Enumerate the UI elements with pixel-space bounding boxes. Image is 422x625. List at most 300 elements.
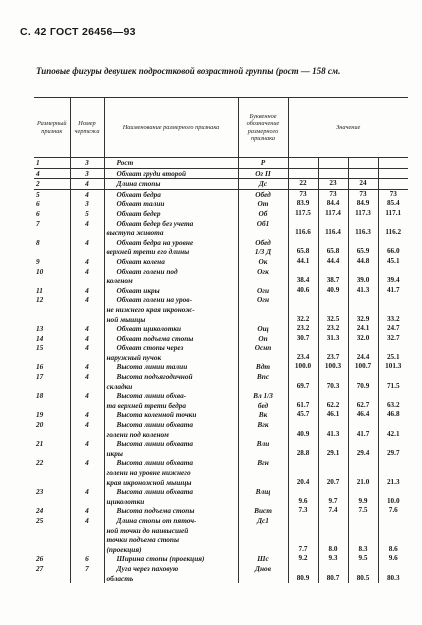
- drawing-number: 4: [70, 439, 104, 449]
- drawing-number: [70, 478, 104, 488]
- feature-name: верхней трети его длины: [104, 247, 238, 257]
- value-cell: [288, 158, 318, 169]
- feature-code: [238, 276, 288, 286]
- value-cell: [348, 487, 378, 497]
- drawing-number: 7: [70, 564, 104, 574]
- feature-name: Высота подъягодичной: [104, 372, 238, 382]
- table-row: [34, 468, 408, 478]
- feature-name: Обхват груди второй: [104, 168, 238, 179]
- value-cell: 30.7: [288, 334, 318, 344]
- value-cell: [288, 305, 318, 315]
- drawing-number: 4: [70, 372, 104, 382]
- feature-code: Вгк: [238, 420, 288, 430]
- value-cell: 41.7: [386, 285, 400, 294]
- feature-code: [238, 449, 288, 459]
- feature-number: [34, 228, 70, 238]
- feature-number: 26: [34, 554, 70, 564]
- value-cell: 39.4: [386, 276, 400, 285]
- value-cell: 116.6: [288, 228, 318, 238]
- feature-number: 9: [34, 257, 70, 267]
- drawing-number: [70, 382, 104, 392]
- value-cell: 84.9: [348, 199, 378, 209]
- feature-code: Об: [238, 209, 288, 219]
- table-row: [34, 219, 408, 229]
- feature-name: Дуга через паховую: [104, 564, 238, 574]
- drawing-number: 4: [70, 257, 104, 267]
- value-cell: 44.1: [288, 257, 318, 267]
- value-cell: [348, 295, 378, 305]
- value-cell: 117.1: [385, 208, 402, 217]
- value-cell: [378, 487, 408, 497]
- value-cell: [378, 168, 408, 179]
- drawing-number: 6: [70, 554, 104, 564]
- feature-number: [34, 468, 70, 478]
- value-cell: [288, 458, 318, 468]
- value-cell: [378, 343, 408, 353]
- table-row: [34, 526, 408, 536]
- feature-code: Днов: [238, 564, 288, 574]
- feature-number: 27: [34, 564, 70, 574]
- feature-code: [238, 382, 288, 392]
- feature-number: 13: [34, 324, 70, 334]
- drawing-number: 4: [70, 506, 104, 516]
- table-row: [34, 238, 408, 248]
- table-row: [34, 449, 408, 459]
- feature-code: [238, 228, 288, 238]
- table-row: [34, 353, 408, 363]
- value-cell: 80.5: [348, 574, 378, 584]
- drawing-number: 4: [70, 362, 104, 372]
- table-row: [34, 439, 408, 449]
- table-row: [34, 267, 408, 277]
- value-cell: 7.3: [288, 506, 318, 516]
- feature-code: Огн: [238, 295, 288, 305]
- feature-number: [34, 305, 70, 315]
- feature-number: [34, 401, 70, 411]
- feature-name: Обхват голени под: [104, 267, 238, 277]
- drawing-number: [70, 497, 104, 507]
- feature-number: [34, 535, 70, 545]
- value-cell: 116.2: [385, 228, 402, 237]
- value-cell: 32.7: [386, 333, 400, 342]
- value-cell: [378, 372, 408, 382]
- feature-name: ной мышцы: [104, 315, 238, 325]
- value-cell: 80.7: [318, 574, 348, 584]
- drawing-number: 4: [70, 516, 104, 526]
- value-cell: [348, 516, 378, 526]
- value-cell: 8.0: [318, 545, 348, 555]
- value-cell: 21.3: [386, 477, 400, 486]
- value-cell: 101.3: [385, 362, 402, 371]
- value-cell: 23.4: [288, 353, 318, 363]
- drawing-number: 4: [70, 219, 104, 229]
- value-cell: [318, 564, 348, 574]
- feature-code: Вл 1/3: [238, 391, 288, 401]
- value-cell: 70.9: [348, 382, 378, 392]
- table-row: [34, 179, 408, 190]
- value-cell: [318, 458, 348, 468]
- feature-name: щиколотки: [104, 497, 238, 507]
- table-row: [34, 295, 408, 305]
- table-row: [34, 478, 408, 488]
- drawing-number: [70, 228, 104, 238]
- value-cell: 9.6: [388, 554, 398, 563]
- value-cell: [318, 219, 348, 229]
- value-cell: [378, 564, 408, 574]
- value-cell: [318, 487, 348, 497]
- feature-code: Вист: [238, 506, 288, 516]
- feature-number: 12: [34, 295, 70, 305]
- feature-code: [238, 305, 288, 315]
- feature-code: 1/3 Д: [238, 247, 288, 257]
- feature-code: Ок: [238, 257, 288, 267]
- table-row: [34, 315, 408, 325]
- value-cell: 46.8: [386, 410, 400, 419]
- value-cell: 45.1: [386, 256, 400, 265]
- value-cell: 32.5: [318, 315, 348, 325]
- feature-name: Длина стопы: [104, 179, 238, 190]
- table-row: [34, 343, 408, 353]
- feature-name: наружный пучок: [104, 353, 238, 363]
- value-cell: [378, 516, 408, 526]
- drawing-number: 3: [70, 199, 104, 209]
- feature-name: ной точки до наивысшей: [104, 526, 238, 536]
- table-row: [34, 401, 408, 411]
- measurements-table: [34, 97, 408, 583]
- feature-name: голени под коленом: [104, 430, 238, 440]
- table-row: [34, 276, 408, 286]
- page-header: [20, 26, 136, 38]
- drawing-number: 3: [70, 168, 104, 179]
- value-cell: 116.3: [348, 228, 378, 238]
- value-cell: [288, 372, 318, 382]
- table-row: [34, 458, 408, 468]
- table-header-row: [34, 98, 408, 158]
- feature-code: Огк: [238, 267, 288, 277]
- feature-number: [34, 276, 70, 286]
- value-cell: [318, 267, 348, 277]
- feature-name: Обхват стопы через: [104, 343, 238, 353]
- value-cell: [348, 238, 378, 248]
- value-cell: [288, 468, 318, 478]
- value-cell: [318, 238, 348, 248]
- value-cell: [318, 295, 348, 305]
- feature-name: Рост: [104, 158, 238, 169]
- feature-code: [238, 535, 288, 545]
- drawing-number: 4: [70, 295, 104, 305]
- value-cell: 9.6: [288, 497, 318, 507]
- value-cell: 40.9: [318, 286, 348, 296]
- table-row: [34, 535, 408, 545]
- feature-number: 14: [34, 334, 70, 344]
- table-row: [34, 506, 408, 516]
- feature-name: Обхват колена: [104, 257, 238, 267]
- value-cell: 42.1: [386, 429, 400, 438]
- value-cell: [288, 168, 318, 179]
- value-cell: 7.4: [318, 506, 348, 516]
- feature-code: Оп: [238, 334, 288, 344]
- value-cell: [318, 468, 348, 478]
- table-row: [34, 372, 408, 382]
- value-cell: 71.5: [386, 381, 400, 390]
- feature-name: не нижнего края икронож-: [104, 305, 238, 315]
- value-cell: 38.7: [318, 276, 348, 286]
- drawing-number: [70, 305, 104, 315]
- drawing-number: 5: [70, 209, 104, 219]
- value-cell: 73: [348, 189, 378, 199]
- feature-number: 8: [34, 238, 70, 248]
- feature-code: Вли: [238, 439, 288, 449]
- value-cell: 61.7: [288, 401, 318, 411]
- value-cell: 46.1: [318, 410, 348, 420]
- feature-number: 15: [34, 343, 70, 353]
- drawing-number: [70, 353, 104, 363]
- value-cell: 65.8: [318, 247, 348, 257]
- value-cell: 29.1: [318, 449, 348, 459]
- value-cell: 65.8: [288, 247, 318, 257]
- feature-name: Обхват бедер: [104, 209, 238, 219]
- table-row: [34, 410, 408, 420]
- feature-name: Высота линии обхва-: [104, 391, 238, 401]
- value-cell: 84.4: [318, 199, 348, 209]
- feature-number: [34, 382, 70, 392]
- value-cell: [318, 343, 348, 353]
- value-cell: 62.2: [318, 401, 348, 411]
- value-cell: [318, 420, 348, 430]
- value-cell: 7.6: [388, 506, 398, 515]
- feature-number: 5: [34, 189, 70, 199]
- value-cell: [348, 305, 378, 315]
- drawing-number: 4: [70, 458, 104, 468]
- value-cell: 117.5: [288, 209, 318, 219]
- value-cell: [378, 468, 408, 478]
- table-row: [34, 545, 408, 555]
- value-cell: [288, 219, 318, 229]
- value-cell: [348, 158, 378, 169]
- value-cell: 41.7: [348, 430, 378, 440]
- drawing-number: 4: [70, 420, 104, 430]
- feature-code: Шс: [238, 554, 288, 564]
- feature-code: Об1: [238, 219, 288, 229]
- value-cell: 85.4: [386, 199, 400, 208]
- value-cell: 29.7: [386, 448, 400, 457]
- value-cell: 73: [389, 189, 397, 198]
- value-cell: [348, 168, 378, 179]
- col-header-drawing: Номер чертежа: [70, 98, 104, 158]
- value-cell: 23.2: [318, 324, 348, 334]
- value-cell: 65.9: [348, 247, 378, 257]
- feature-number: 6: [34, 209, 70, 219]
- value-cell: 31.3: [318, 334, 348, 344]
- value-cell: [348, 420, 378, 430]
- value-cell: 41.3: [318, 430, 348, 440]
- value-cell: [318, 535, 348, 545]
- value-cell: 24.1: [348, 324, 378, 334]
- drawing-number: [70, 247, 104, 257]
- value-cell: 9.2: [288, 554, 318, 564]
- drawing-number: 4: [70, 267, 104, 277]
- table-row: [34, 324, 408, 334]
- drawing-number: [70, 276, 104, 286]
- drawing-number: 4: [70, 410, 104, 420]
- value-cell: 10.0: [386, 496, 400, 505]
- feature-number: 7: [34, 219, 70, 229]
- value-cell: 80.3: [386, 573, 400, 582]
- feature-code: [238, 574, 288, 584]
- feature-code: Ог II: [238, 168, 288, 179]
- value-cell: [348, 267, 378, 277]
- value-cell: 8.6: [388, 544, 398, 553]
- value-cell: 28.8: [288, 449, 318, 459]
- value-cell: [288, 526, 318, 536]
- value-cell: 116.4: [318, 228, 348, 238]
- value-cell: [318, 391, 348, 401]
- feature-number: [34, 497, 70, 507]
- table-row: [34, 334, 408, 344]
- feature-name: Высота линии обхвата: [104, 420, 238, 430]
- value-cell: [288, 295, 318, 305]
- value-cell: 45.7: [288, 410, 318, 420]
- feature-code: P: [238, 158, 288, 169]
- feature-code: Ощ: [238, 324, 288, 334]
- feature-number: 11: [34, 286, 70, 296]
- drawing-number: [70, 535, 104, 545]
- feature-name: Высота коленной точки: [104, 410, 238, 420]
- value-cell: [318, 305, 348, 315]
- value-cell: [378, 267, 408, 277]
- value-cell: 33.2: [386, 314, 400, 323]
- drawing-number: 4: [70, 487, 104, 497]
- value-cell: [378, 458, 408, 468]
- value-cell: 23.7: [318, 353, 348, 363]
- table-row: [34, 382, 408, 392]
- value-cell: 117.3: [348, 209, 378, 219]
- table-row: [34, 158, 408, 169]
- feature-name: коленом: [104, 276, 238, 286]
- feature-code: Ocнп: [238, 343, 288, 353]
- value-cell: 63.2: [386, 400, 400, 409]
- table-row: [34, 420, 408, 430]
- value-cell: [348, 458, 378, 468]
- feature-name: Обхват бедра на уровне: [104, 238, 238, 248]
- value-cell: 21.0: [348, 478, 378, 488]
- value-cell: [318, 516, 348, 526]
- feature-name: Обхват бедра: [104, 189, 238, 199]
- feature-number: 4: [34, 168, 70, 179]
- value-cell: [318, 372, 348, 382]
- value-cell: 44.8: [348, 257, 378, 267]
- value-cell: [378, 305, 408, 315]
- value-cell: 9.7: [318, 497, 348, 507]
- feature-code: [238, 478, 288, 488]
- value-cell: [318, 168, 348, 179]
- feature-name: Обхват бедер без учета: [104, 219, 238, 229]
- value-cell: [288, 420, 318, 430]
- feature-number: 20: [34, 420, 70, 430]
- value-cell: [288, 439, 318, 449]
- value-cell: 20.7: [318, 478, 348, 488]
- drawing-number: [70, 430, 104, 440]
- feature-number: 2: [34, 179, 70, 190]
- drawing-number: 4: [70, 343, 104, 353]
- col-header-value: Значение: [288, 98, 408, 158]
- value-cell: 20.4: [288, 478, 318, 488]
- table-row: [34, 487, 408, 497]
- feature-name: (проекция): [104, 545, 238, 555]
- feature-number: [34, 315, 70, 325]
- feature-code: Обед: [238, 189, 288, 199]
- value-cell: [348, 564, 378, 574]
- value-cell: 9.5: [348, 554, 378, 564]
- table-row: [34, 516, 408, 526]
- table-row: [34, 228, 408, 238]
- feature-number: 17: [34, 372, 70, 382]
- value-cell: [318, 158, 348, 169]
- value-cell: [378, 439, 408, 449]
- feature-code: Дс1: [238, 516, 288, 526]
- value-cell: 40.9: [288, 430, 318, 440]
- feature-name: Обхват талии: [104, 199, 238, 209]
- table-row: [34, 430, 408, 440]
- value-cell: [378, 238, 408, 248]
- value-cell: 73: [318, 189, 348, 199]
- value-cell: 73: [288, 189, 318, 199]
- feature-name: голени на уровне нижнего: [104, 468, 238, 478]
- value-cell: 62.7: [348, 401, 378, 411]
- value-cell: 24.7: [386, 324, 400, 333]
- value-cell: [348, 468, 378, 478]
- value-cell: 7.7: [288, 545, 318, 555]
- feature-number: 25: [34, 516, 70, 526]
- table-row: [34, 391, 408, 401]
- feature-number: [34, 449, 70, 459]
- feature-name: выступа живота: [104, 228, 238, 238]
- value-cell: 32.0: [348, 334, 378, 344]
- value-cell: 44.4: [318, 257, 348, 267]
- table-row: [34, 362, 408, 372]
- feature-name: Обхват голени на уров-: [104, 295, 238, 305]
- value-cell: 24: [348, 179, 378, 190]
- col-header-code: Буквенное обозначение размерного признака: [238, 98, 288, 158]
- feature-name: Высота подъема стопы: [104, 506, 238, 516]
- value-cell: [288, 516, 318, 526]
- feature-number: [34, 545, 70, 555]
- drawing-number: 4: [70, 238, 104, 248]
- table-row: [34, 189, 408, 199]
- drawing-number: 4: [70, 189, 104, 199]
- feature-number: [34, 574, 70, 584]
- drawing-number: 4: [70, 179, 104, 190]
- table-row: [34, 257, 408, 267]
- drawing-number: [70, 545, 104, 555]
- feature-name: Ширина стопы (проекция): [104, 554, 238, 564]
- feature-name: Высота линии обхвата: [104, 458, 238, 468]
- table-row: [34, 574, 408, 584]
- table-row: [34, 497, 408, 507]
- value-cell: [318, 439, 348, 449]
- feature-name: Обхват щиколотки: [104, 324, 238, 334]
- drawing-number: [70, 468, 104, 478]
- drawing-number: [70, 401, 104, 411]
- page-number: С. 42: [20, 26, 47, 38]
- value-cell: [318, 526, 348, 536]
- feature-number: 16: [34, 362, 70, 372]
- feature-name: икры: [104, 449, 238, 459]
- value-cell: [378, 179, 408, 190]
- value-cell: [348, 372, 378, 382]
- value-cell: [348, 219, 378, 229]
- value-cell: 22: [288, 179, 318, 190]
